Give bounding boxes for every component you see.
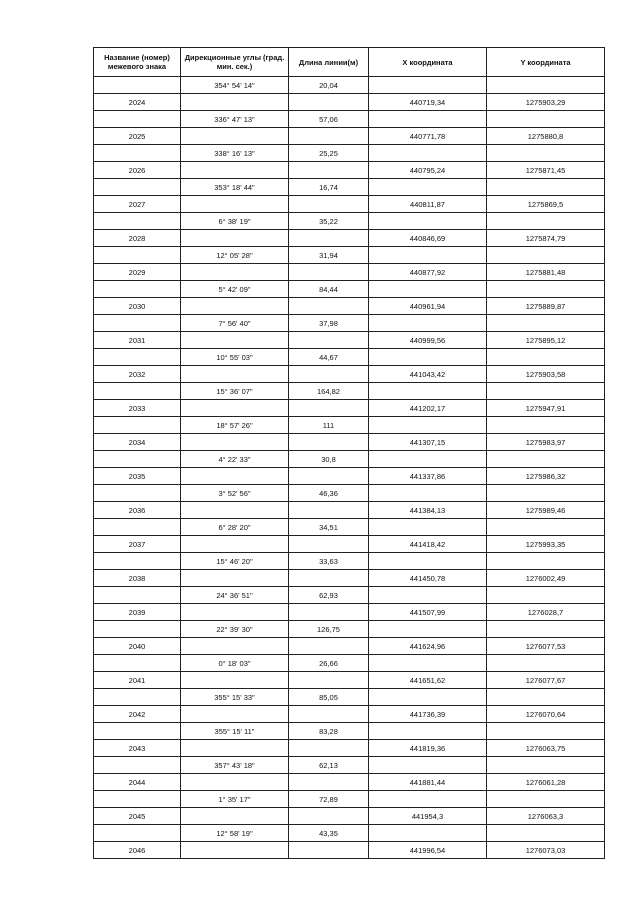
empty-cell: [94, 417, 181, 434]
empty-cell: [369, 587, 487, 604]
y-coordinate-cell: 1275895,12: [487, 332, 605, 349]
point-row: [94, 434, 605, 451]
empty-cell: [181, 740, 289, 757]
segment-row: [94, 791, 605, 808]
empty-cell: [181, 298, 289, 315]
point-name-cell: 2035: [94, 468, 181, 485]
empty-cell: [94, 179, 181, 196]
direction-angle-cell: 354° 54' 14": [181, 77, 289, 94]
y-coordinate-cell: 1275871,45: [487, 162, 605, 179]
point-name-cell: 2027: [94, 196, 181, 213]
empty-cell: [94, 213, 181, 230]
empty-cell: [181, 672, 289, 689]
line-length-cell: 164,82: [289, 383, 369, 400]
line-length-cell: 62,13: [289, 757, 369, 774]
empty-cell: [487, 383, 605, 400]
segment-row: [94, 417, 605, 434]
direction-angle-cell: 355° 15' 33": [181, 689, 289, 706]
y-coordinate-cell: 1275881,48: [487, 264, 605, 281]
empty-cell: [181, 774, 289, 791]
empty-cell: [181, 400, 289, 417]
direction-angle-cell: 18° 57' 26": [181, 417, 289, 434]
empty-cell: [369, 621, 487, 638]
y-coordinate-cell: 1275874,79: [487, 230, 605, 247]
empty-cell: [369, 111, 487, 128]
point-row: [94, 740, 605, 757]
empty-cell: [181, 604, 289, 621]
empty-cell: [289, 264, 369, 281]
point-row: [94, 332, 605, 349]
empty-cell: [94, 791, 181, 808]
segment-row: [94, 553, 605, 570]
y-coordinate-cell: 1275903,29: [487, 94, 605, 111]
x-coordinate-cell: 441384,13: [369, 502, 487, 519]
x-coordinate-cell: 441954,3: [369, 808, 487, 825]
segment-row: [94, 383, 605, 400]
line-length-cell: 72,89: [289, 791, 369, 808]
direction-angle-cell: 3° 52' 56": [181, 485, 289, 502]
point-row: [94, 366, 605, 383]
empty-cell: [369, 417, 487, 434]
segment-row: [94, 655, 605, 672]
empty-cell: [369, 213, 487, 230]
empty-cell: [181, 366, 289, 383]
point-name-cell: 2037: [94, 536, 181, 553]
point-name-cell: 2036: [94, 502, 181, 519]
point-name-cell: 2033: [94, 400, 181, 417]
y-coordinate-cell: 1275983,97: [487, 434, 605, 451]
direction-angle-cell: 1° 35' 17": [181, 791, 289, 808]
empty-cell: [487, 621, 605, 638]
y-coordinate-cell: 1275989,46: [487, 502, 605, 519]
x-coordinate-cell: 441202,17: [369, 400, 487, 417]
line-length-cell: 31,94: [289, 247, 369, 264]
table-header-row: [94, 48, 605, 77]
x-coordinate-cell: 441507,99: [369, 604, 487, 621]
empty-cell: [369, 519, 487, 536]
empty-cell: [487, 451, 605, 468]
line-length-cell: 16,74: [289, 179, 369, 196]
empty-cell: [369, 655, 487, 672]
line-length-cell: 111: [289, 417, 369, 434]
empty-cell: [487, 417, 605, 434]
empty-cell: [369, 757, 487, 774]
point-name-cell: 2029: [94, 264, 181, 281]
segment-row: [94, 723, 605, 740]
direction-angle-cell: 357° 43' 18": [181, 757, 289, 774]
empty-cell: [369, 791, 487, 808]
empty-cell: [289, 536, 369, 553]
empty-cell: [289, 434, 369, 451]
empty-cell: [94, 553, 181, 570]
empty-cell: [94, 587, 181, 604]
empty-cell: [181, 162, 289, 179]
empty-cell: [94, 519, 181, 536]
point-name-cell: 2043: [94, 740, 181, 757]
segment-row: [94, 213, 605, 230]
empty-cell: [289, 162, 369, 179]
segment-row: [94, 825, 605, 842]
empty-cell: [289, 366, 369, 383]
point-name-cell: 2042: [94, 706, 181, 723]
y-coordinate-cell: 1276063,75: [487, 740, 605, 757]
line-length-cell: 20,04: [289, 77, 369, 94]
empty-cell: [487, 757, 605, 774]
point-name-cell: 2024: [94, 94, 181, 111]
empty-cell: [289, 570, 369, 587]
y-coordinate-cell: 1275986,32: [487, 468, 605, 485]
empty-cell: [94, 349, 181, 366]
point-row: [94, 298, 605, 315]
line-length-cell: 33,63: [289, 553, 369, 570]
empty-cell: [487, 485, 605, 502]
direction-angle-cell: 0° 18' 03": [181, 655, 289, 672]
empty-cell: [181, 842, 289, 859]
empty-cell: [94, 655, 181, 672]
empty-cell: [289, 400, 369, 417]
line-length-cell: 26,66: [289, 655, 369, 672]
direction-angle-cell: 4° 22' 33": [181, 451, 289, 468]
point-name-cell: 2032: [94, 366, 181, 383]
x-coordinate-cell: 441418,42: [369, 536, 487, 553]
empty-cell: [289, 298, 369, 315]
point-row: [94, 264, 605, 281]
direction-angle-cell: 15° 36' 07": [181, 383, 289, 400]
empty-cell: [94, 281, 181, 298]
empty-cell: [181, 502, 289, 519]
empty-cell: [94, 247, 181, 264]
segment-row: [94, 315, 605, 332]
line-length-cell: 46,36: [289, 485, 369, 502]
point-row: [94, 536, 605, 553]
line-length-cell: 34,51: [289, 519, 369, 536]
line-length-cell: 84,44: [289, 281, 369, 298]
empty-cell: [94, 451, 181, 468]
y-coordinate-cell: 1275903,58: [487, 366, 605, 383]
empty-cell: [94, 485, 181, 502]
direction-angle-cell: 6° 28' 20": [181, 519, 289, 536]
table-body: [94, 77, 605, 859]
empty-cell: [369, 383, 487, 400]
y-coordinate-cell: 1276028,7: [487, 604, 605, 621]
empty-cell: [369, 77, 487, 94]
segment-row: [94, 349, 605, 366]
empty-cell: [487, 247, 605, 264]
empty-cell: [289, 672, 369, 689]
x-coordinate-cell: 441624,96: [369, 638, 487, 655]
empty-cell: [94, 621, 181, 638]
empty-cell: [369, 315, 487, 332]
empty-cell: [289, 94, 369, 111]
empty-cell: [94, 723, 181, 740]
empty-cell: [289, 774, 369, 791]
y-coordinate-cell: 1276077,53: [487, 638, 605, 655]
empty-cell: [289, 196, 369, 213]
segment-row: [94, 519, 605, 536]
empty-cell: [181, 332, 289, 349]
header-x-coordinate: X координата: [369, 48, 487, 77]
point-row: [94, 196, 605, 213]
empty-cell: [289, 468, 369, 485]
empty-cell: [94, 315, 181, 332]
point-name-cell: 2030: [94, 298, 181, 315]
y-coordinate-cell: 1275869,5: [487, 196, 605, 213]
line-length-cell: 126,75: [289, 621, 369, 638]
empty-cell: [487, 315, 605, 332]
empty-cell: [181, 808, 289, 825]
point-row: [94, 808, 605, 825]
y-coordinate-cell: 1276077,67: [487, 672, 605, 689]
point-name-cell: 2039: [94, 604, 181, 621]
empty-cell: [94, 757, 181, 774]
point-row: [94, 230, 605, 247]
point-row: [94, 162, 605, 179]
point-name-cell: 2034: [94, 434, 181, 451]
x-coordinate-cell: 441881,44: [369, 774, 487, 791]
point-row: [94, 94, 605, 111]
empty-cell: [369, 451, 487, 468]
segment-row: [94, 757, 605, 774]
segment-row: [94, 145, 605, 162]
x-coordinate-cell: 441307,15: [369, 434, 487, 451]
point-row: [94, 400, 605, 417]
direction-angle-cell: 24° 36' 51": [181, 587, 289, 604]
point-name-cell: 2026: [94, 162, 181, 179]
direction-angle-cell: 336° 47' 13": [181, 111, 289, 128]
empty-cell: [289, 502, 369, 519]
segment-row: [94, 451, 605, 468]
empty-cell: [181, 468, 289, 485]
direction-angle-cell: 6° 38' 19": [181, 213, 289, 230]
empty-cell: [94, 383, 181, 400]
empty-cell: [487, 213, 605, 230]
empty-cell: [369, 349, 487, 366]
segment-row: [94, 621, 605, 638]
empty-cell: [289, 128, 369, 145]
empty-cell: [181, 230, 289, 247]
empty-cell: [369, 723, 487, 740]
x-coordinate-cell: 440771,78: [369, 128, 487, 145]
point-row: [94, 468, 605, 485]
line-length-cell: 57,06: [289, 111, 369, 128]
direction-angle-cell: 15° 46' 20": [181, 553, 289, 570]
x-coordinate-cell: 440877,92: [369, 264, 487, 281]
line-length-cell: 83,28: [289, 723, 369, 740]
point-row: [94, 638, 605, 655]
empty-cell: [487, 179, 605, 196]
line-length-cell: 62,93: [289, 587, 369, 604]
x-coordinate-cell: 440719,34: [369, 94, 487, 111]
segment-row: [94, 485, 605, 502]
empty-cell: [289, 842, 369, 859]
direction-angle-cell: 5° 42' 09": [181, 281, 289, 298]
x-coordinate-cell: 441819,36: [369, 740, 487, 757]
empty-cell: [369, 281, 487, 298]
line-length-cell: 30,8: [289, 451, 369, 468]
line-length-cell: 44,67: [289, 349, 369, 366]
y-coordinate-cell: 1276061,28: [487, 774, 605, 791]
direction-angle-cell: 355° 15' 11": [181, 723, 289, 740]
point-row: [94, 774, 605, 791]
line-length-cell: 85,05: [289, 689, 369, 706]
empty-cell: [487, 553, 605, 570]
empty-cell: [94, 825, 181, 842]
direction-angle-cell: 12° 58' 19": [181, 825, 289, 842]
point-name-cell: 2041: [94, 672, 181, 689]
header-line-length: Длина линии(м): [289, 48, 369, 77]
point-row: [94, 570, 605, 587]
point-row: [94, 842, 605, 859]
empty-cell: [181, 570, 289, 587]
direction-angle-cell: 22° 39' 30": [181, 621, 289, 638]
empty-cell: [181, 196, 289, 213]
x-coordinate-cell: 440795,24: [369, 162, 487, 179]
empty-cell: [487, 111, 605, 128]
x-coordinate-cell: 441736,39: [369, 706, 487, 723]
empty-cell: [487, 77, 605, 94]
header-point-name: Название (номер) межевого знака: [94, 48, 181, 77]
segment-row: [94, 179, 605, 196]
line-length-cell: 37,98: [289, 315, 369, 332]
y-coordinate-cell: 1276063,3: [487, 808, 605, 825]
header-y-coordinate: Y координата: [487, 48, 605, 77]
x-coordinate-cell: 440846,69: [369, 230, 487, 247]
direction-angle-cell: 338° 16' 13": [181, 145, 289, 162]
direction-angle-cell: 10° 55' 03": [181, 349, 289, 366]
empty-cell: [94, 145, 181, 162]
y-coordinate-cell: 1276070,64: [487, 706, 605, 723]
empty-cell: [487, 723, 605, 740]
line-length-cell: 25,25: [289, 145, 369, 162]
empty-cell: [94, 689, 181, 706]
empty-cell: [369, 689, 487, 706]
empty-cell: [369, 485, 487, 502]
x-coordinate-cell: 440999,56: [369, 332, 487, 349]
empty-cell: [369, 825, 487, 842]
x-coordinate-cell: 441651,62: [369, 672, 487, 689]
empty-cell: [289, 332, 369, 349]
empty-cell: [487, 655, 605, 672]
point-name-cell: 2044: [94, 774, 181, 791]
point-name-cell: 2046: [94, 842, 181, 859]
empty-cell: [369, 145, 487, 162]
point-name-cell: 2031: [94, 332, 181, 349]
x-coordinate-cell: 441996,54: [369, 842, 487, 859]
empty-cell: [181, 536, 289, 553]
empty-cell: [487, 519, 605, 536]
point-row: [94, 604, 605, 621]
empty-cell: [487, 349, 605, 366]
point-row: [94, 672, 605, 689]
y-coordinate-cell: 1276002,49: [487, 570, 605, 587]
direction-angle-cell: 353° 18' 44": [181, 179, 289, 196]
point-row: [94, 502, 605, 519]
empty-cell: [487, 791, 605, 808]
y-coordinate-cell: 1276073,03: [487, 842, 605, 859]
segment-row: [94, 247, 605, 264]
x-coordinate-cell: 440811,87: [369, 196, 487, 213]
empty-cell: [181, 638, 289, 655]
point-name-cell: 2040: [94, 638, 181, 655]
empty-cell: [181, 128, 289, 145]
empty-cell: [289, 604, 369, 621]
empty-cell: [369, 553, 487, 570]
empty-cell: [181, 264, 289, 281]
line-length-cell: 43,35: [289, 825, 369, 842]
empty-cell: [289, 740, 369, 757]
empty-cell: [487, 145, 605, 162]
empty-cell: [369, 247, 487, 264]
empty-cell: [94, 111, 181, 128]
x-coordinate-cell: 441043,42: [369, 366, 487, 383]
empty-cell: [289, 706, 369, 723]
empty-cell: [289, 230, 369, 247]
segment-row: [94, 77, 605, 94]
empty-cell: [369, 179, 487, 196]
empty-cell: [181, 434, 289, 451]
header-direction-angle: Дирекционные углы (град. мин. сек.): [181, 48, 289, 77]
empty-cell: [181, 706, 289, 723]
empty-cell: [487, 281, 605, 298]
segment-row: [94, 689, 605, 706]
segment-row: [94, 111, 605, 128]
y-coordinate-cell: 1275880,8: [487, 128, 605, 145]
y-coordinate-cell: 1275993,35: [487, 536, 605, 553]
direction-angle-cell: 12° 05' 28": [181, 247, 289, 264]
empty-cell: [289, 808, 369, 825]
point-row: [94, 706, 605, 723]
empty-cell: [94, 77, 181, 94]
empty-cell: [289, 638, 369, 655]
line-length-cell: 35,22: [289, 213, 369, 230]
point-name-cell: 2038: [94, 570, 181, 587]
empty-cell: [487, 825, 605, 842]
empty-cell: [487, 587, 605, 604]
y-coordinate-cell: 1275947,91: [487, 400, 605, 417]
direction-angle-cell: 7° 56' 40": [181, 315, 289, 332]
segment-row: [94, 587, 605, 604]
x-coordinate-cell: 441450,78: [369, 570, 487, 587]
coordinates-table: [93, 47, 605, 859]
x-coordinate-cell: 440961,94: [369, 298, 487, 315]
y-coordinate-cell: 1275889,87: [487, 298, 605, 315]
point-name-cell: 2025: [94, 128, 181, 145]
empty-cell: [487, 689, 605, 706]
segment-row: [94, 281, 605, 298]
empty-cell: [181, 94, 289, 111]
x-coordinate-cell: 441337,86: [369, 468, 487, 485]
point-name-cell: 2045: [94, 808, 181, 825]
point-row: [94, 128, 605, 145]
point-name-cell: 2028: [94, 230, 181, 247]
